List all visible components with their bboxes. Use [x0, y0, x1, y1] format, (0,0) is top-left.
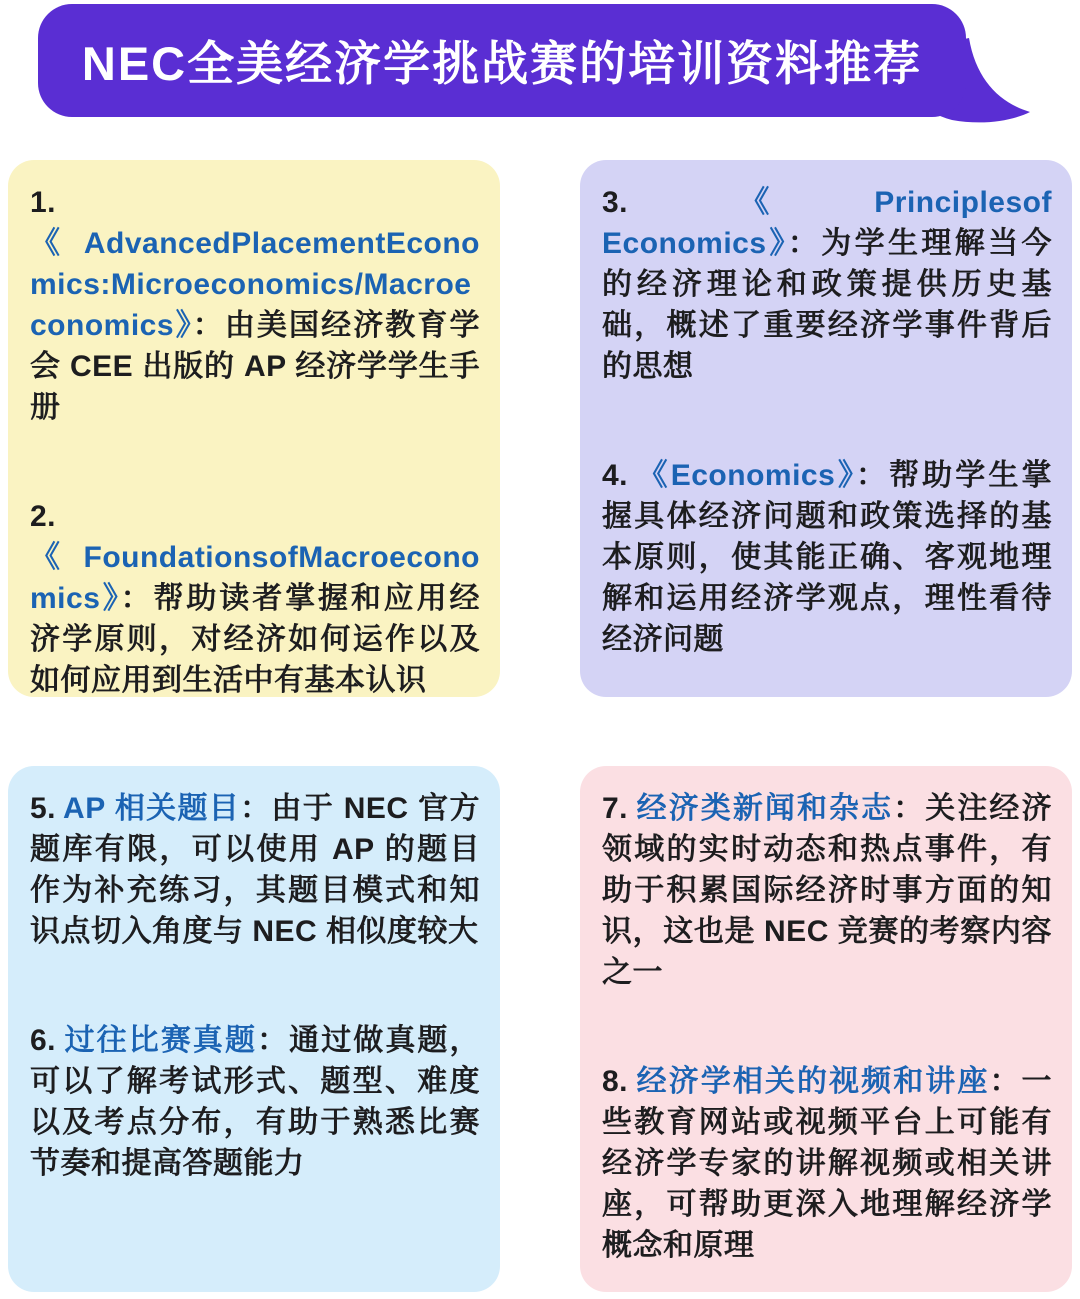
item-title: 经济类新闻和杂志	[635, 792, 894, 825]
item-desc: ：由美国经济教育学会 CEE 出版的 AP 经济学学生手册	[30, 309, 480, 424]
list-item	[602, 182, 1052, 387]
item-title: 《 FoundationsofMacroeconomics》	[30, 541, 480, 615]
item-desc: ：关注经济领域的实时动态和热点事件，有助于积累国际经济时事方面的知识，这也是 NEC 竞赛的考察内容之一	[602, 792, 1053, 989]
item-title: AP 相关题目	[63, 792, 241, 825]
card-ap-textbooks	[8, 160, 500, 697]
item-desc: ：一些教育网站或视频平台上可能有经济学专家的讲解视频或相关讲座，可帮助更深入地理解经济学概念和原理	[602, 1065, 1053, 1262]
list-item	[30, 496, 480, 697]
list-item	[602, 788, 1052, 993]
page-title: NEC全美经济学挑战赛的培训资料推荐	[81, 37, 923, 90]
item-title: 《Economics》	[635, 459, 856, 492]
item-number: 6.	[30, 1024, 57, 1057]
list-item	[602, 1061, 1052, 1266]
item-number: 7.	[602, 792, 629, 825]
header-banner	[0, 0, 1080, 140]
item-number: 5.	[30, 792, 57, 825]
list-item	[30, 182, 480, 428]
card-practice-questions	[8, 766, 500, 1292]
list-item	[602, 455, 1052, 660]
card-principles-books	[580, 160, 1072, 697]
item-title: 《Principlesof Economics》	[602, 186, 1052, 260]
item-title: 经济学相关的视频和讲座	[635, 1065, 990, 1098]
item-desc: ：帮助学生掌握具体经济问题和政策选择的基本原则，使其能正确、客观地理解和运用经济学观点，理性看待经济问题	[602, 459, 1052, 656]
item-desc: ：帮助读者掌握和应用经济学原则，对经济如何运作以及如何应用到生活中有基本认识	[30, 582, 480, 697]
item-number: 3.	[602, 186, 629, 219]
item-desc: ：由于 NEC 官方题库有限，可以使用 AP 的题目作为补充练习，其题目模式和知识点切入角度与 NEC 相似度较大	[30, 792, 481, 948]
item-number: 8.	[602, 1065, 629, 1098]
item-title: 过往比赛真题	[63, 1024, 258, 1057]
card-news-and-videos	[580, 766, 1072, 1292]
item-number: 2.	[30, 500, 57, 533]
item-number: 1.	[30, 186, 57, 219]
item-desc: ：为学生理解当今的经济理论和政策提供历史基础，概述了重要经济学事件背后的思想	[602, 227, 1053, 383]
item-desc: ：通过做真题，可以了解考试形式、题型、难度以及考点分布，有助于熟悉比赛节奏和提高答题能力	[30, 1024, 481, 1180]
item-number: 4.	[602, 459, 629, 492]
item-title: 《AdvancedPlacementEconomics:Microeconomics/Macroeconomics》	[30, 227, 480, 342]
list-item	[30, 1020, 480, 1184]
list-item	[30, 788, 480, 952]
